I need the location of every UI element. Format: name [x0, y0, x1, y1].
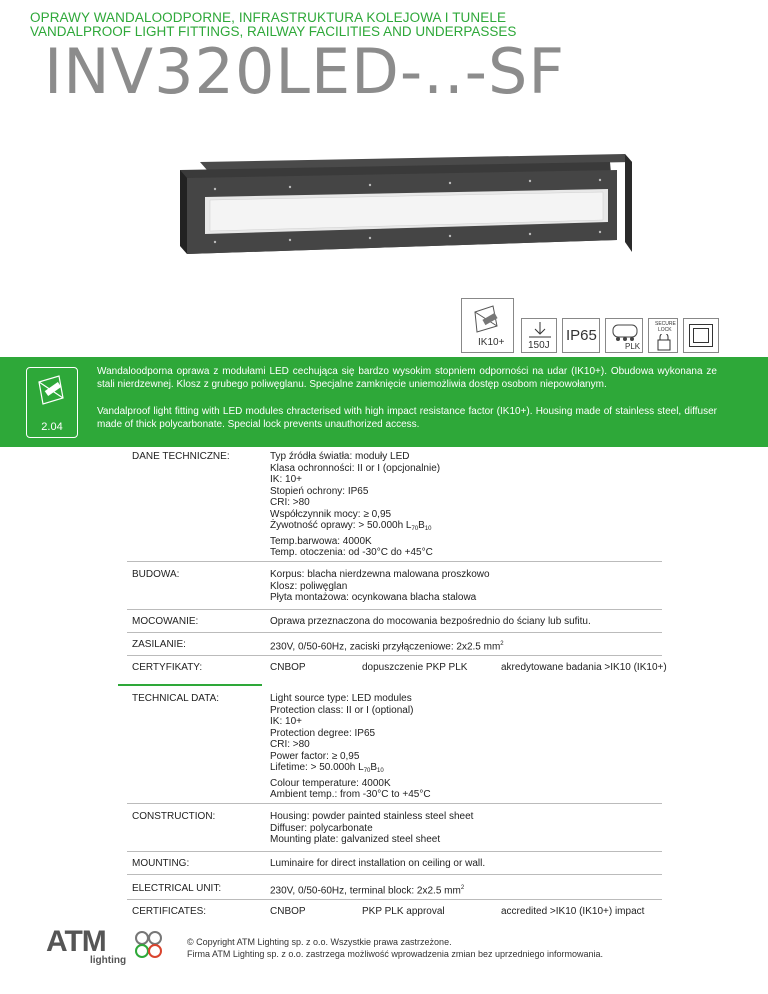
header-line-en: VANDALPROOF LIGHT FITTINGS, RAILWAY FACILITIES AND UNDERPASSES	[30, 24, 517, 39]
lifetime-text: Żywotność oprawy: > 50.000h L	[270, 520, 412, 531]
energy-label: 150J	[528, 340, 550, 351]
language-divider	[118, 684, 262, 686]
plk-label: PLK	[625, 342, 641, 351]
divider	[127, 609, 662, 610]
ik-rating-icon	[461, 298, 514, 353]
logo-text: ATM	[46, 925, 106, 958]
spec-line: Stopień ochrony: IP65	[270, 485, 369, 497]
spec-line: Protection class: II or I (optional)	[270, 704, 414, 716]
mount-label-en: MOUNTING:	[132, 858, 190, 869]
spec-line: Power factor: ≥ 0,95	[270, 750, 360, 762]
energy-icon	[521, 318, 557, 353]
build-label-en: CONSTRUCTION:	[132, 811, 216, 822]
cert-1-en: CNBOP	[270, 906, 306, 917]
lifetime-sub: 70	[363, 768, 371, 774]
logo-subtext: lighting	[90, 955, 127, 966]
power-sup: 2	[460, 885, 465, 891]
divider	[127, 803, 662, 804]
divider	[127, 899, 662, 900]
ik-label: IK10+	[478, 337, 505, 348]
spec-line: CRI: >80	[270, 739, 310, 750]
mount-label-pl: MOCOWANIE:	[132, 616, 199, 627]
lifetime-b: B	[418, 520, 425, 531]
spec-line: Typ źródła światła: moduły LED	[270, 451, 410, 462]
cert-2-pl: dopuszczenie PKP PLK	[362, 662, 468, 673]
power-text: 230V, 0/50-60Hz, zaciski przyłączeniowe: 2x2.5 mm	[270, 641, 501, 653]
lifetime-sub: 70	[411, 526, 419, 532]
spec-line: IK: 10+	[270, 716, 302, 727]
product-title: INV320LED-..-SF	[44, 35, 566, 108]
spec-line: Colour temperature: 4000K	[270, 777, 391, 789]
spec-line: Współczynnik mocy: ≥ 0,95	[270, 508, 392, 520]
atm-logo	[46, 926, 166, 970]
spec-line: Klasa ochronności: II or I (opcjonalnie)	[270, 462, 441, 474]
class-ii-icon	[683, 318, 719, 353]
cert-1-pl: CNBOP	[270, 662, 306, 673]
plk-train-icon	[605, 318, 643, 353]
lifetime-sub: 10	[424, 526, 432, 532]
cert-3-pl: akredytowane badania >IK10 (IK10+)	[501, 662, 667, 673]
power-value-en	[270, 883, 464, 897]
power-label-pl: ZASILANIE:	[132, 639, 186, 650]
power-value-pl	[270, 639, 504, 653]
ip-label: IP65	[566, 327, 597, 344]
lifetime-b: B	[370, 762, 378, 773]
description-en: Vandalproof light fitting with LED modules chracterised with high impact resistance factor (IK10+). Housing made of stainless steel, diffuser made of thick polycarbonate. Special lock prevents unauthorized access.	[97, 406, 717, 430]
lifetime-line	[270, 762, 431, 778]
spec-line: IK: 10+	[270, 474, 302, 485]
power-sup: 2	[500, 641, 504, 647]
spec-line: Płyta montażowa: ocynkowana blacha stalowa	[270, 592, 477, 603]
lock-text-1: SECURE	[655, 321, 676, 327]
divider	[127, 655, 662, 656]
cert-label-pl: CERTYFIKATY:	[132, 662, 203, 673]
cert-3-en: accredited >IK10 (IK10+) impact	[501, 906, 645, 917]
spec-line: Protection degree: IP65	[270, 727, 376, 739]
divider	[127, 632, 662, 633]
spec-line: Light source type: LED modules	[270, 693, 412, 704]
divider	[127, 851, 662, 852]
divider	[127, 874, 662, 875]
spec-line: Temp.barwowa: 4000K	[270, 535, 372, 547]
build-values-en	[270, 811, 473, 846]
spec-line: Klosz: poliwęglan	[270, 580, 348, 592]
mount-value-en: Luminaire for direct installation on ceiling or wall.	[270, 858, 486, 869]
spec-line: Temp. otoczenia: od -30°C do +45°C	[270, 547, 433, 558]
logo-mark-icon	[134, 930, 164, 966]
spec-line: Diffuser: polycarbonate	[270, 822, 373, 834]
lifetime-text: Lifetime: > 50.000h L	[270, 762, 364, 773]
tech-label-en: TECHNICAL DATA:	[132, 693, 220, 704]
spec-line: Korpus: blacha nierdzewna malowana proszkowo	[270, 569, 490, 580]
copyright-line-2: Firma ATM Lighting sp. z o.o. zastrzega możliwość wprowadzenia zmian bez uprzedniego informowania.	[187, 949, 604, 959]
mount-value-pl: Oprawa przeznaczona do mocowania bezpośrednio do ściany lub sufitu.	[270, 616, 591, 627]
ip-rating-icon	[562, 318, 600, 353]
section-number: 2.04	[41, 421, 63, 433]
divider	[127, 561, 662, 562]
tech-values-en	[270, 693, 431, 801]
header-line-pl: OPRAWY WANDALOODPORNE, INFRASTRUKTURA KOLEJOWA I TUNELE	[30, 10, 507, 25]
cert-2-en: PKP PLK approval	[362, 906, 445, 917]
lock-text-2: LOCK	[658, 327, 672, 333]
tech-values-pl	[270, 451, 440, 559]
spec-line: Housing: powder painted stainless steel sheet	[270, 811, 474, 822]
power-text: 230V, 0/50-60Hz, terminal block: 2x2.5 mm	[270, 885, 461, 897]
product-image	[170, 142, 640, 272]
spec-line: CRI: >80	[270, 497, 310, 508]
secure-lock-icon	[648, 318, 678, 353]
build-label-pl: BUDOWA:	[132, 569, 180, 580]
description-pl: Wandaloodporna oprawa z modułami LED cechująca się bardzo wysokim stopniem odporności na udar (IK10+). Obudowa wykonana ze stali nierdzewnej. Klosz z grubego poliwęglanu. Specjalne zamknięcie uniemożliwia dostęp osobom niepowołanym.	[97, 366, 717, 390]
lifetime-sub: 10	[377, 768, 384, 774]
cert-label-en: CERTIFICATES:	[132, 906, 207, 917]
tech-label-pl: DANE TECHNICZNE:	[132, 451, 230, 462]
spec-line: Mounting plate: galvanized steel sheet	[270, 834, 441, 845]
lifetime-line	[270, 520, 440, 536]
spec-line: Ambient temp.: from -30°C to +45°C	[270, 789, 431, 800]
copyright-line-1: © Copyright ATM Lighting sp. z o.o. Wszystkie prawa zastrzeżone.	[187, 937, 452, 947]
build-values-pl	[270, 569, 490, 604]
power-label-en: ELECTRICAL UNIT:	[132, 883, 222, 894]
